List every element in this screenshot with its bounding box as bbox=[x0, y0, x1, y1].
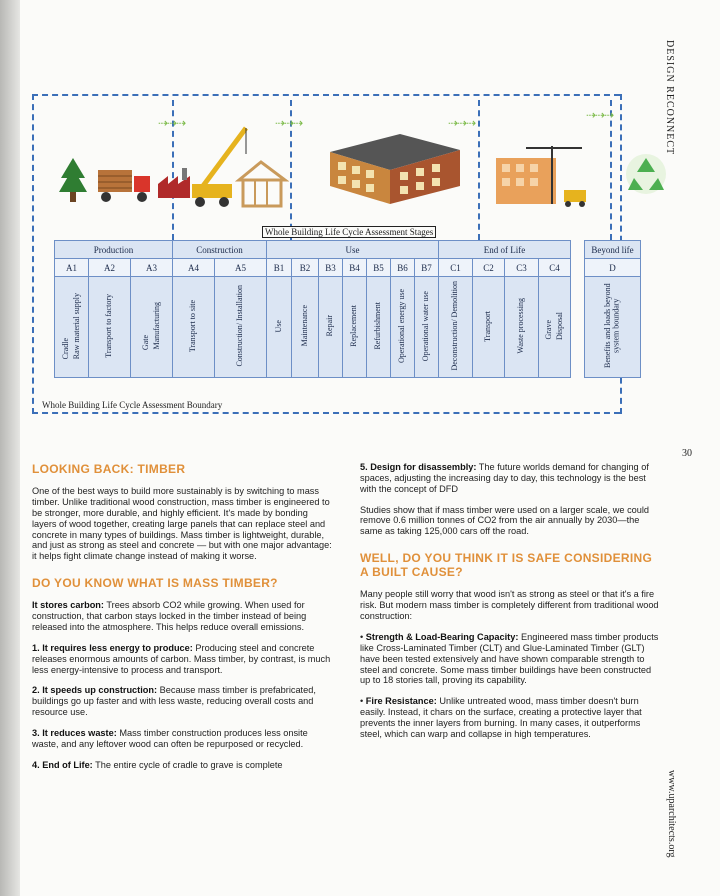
stage-name-cell bbox=[131, 277, 173, 378]
intro-paragraph: One of the best ways to build more sustainably is by switching to mass timber. Unlike traditional wood construction, mass timber is engineered to be stronger, more durable, and highly efficient. It's made by bonding layers of wood together, creating large panels that can replace steel and concrete in many types of buildings. Mass timber is lightweight, durable, and just as strong as steel and concrete — but with one major advantage: it helps fight climate change instead of making it worse. bbox=[32, 486, 332, 562]
benefit-text: The future worlds demand for changing of spaces, adjusting the increasing day to day, this technology is the best with the concept of DFD bbox=[360, 462, 649, 494]
benefit-item bbox=[32, 643, 332, 676]
stage-name: Refurbishment bbox=[373, 302, 383, 350]
stage-name-cell bbox=[539, 277, 571, 378]
left-column bbox=[32, 462, 332, 781]
tree-icon bbox=[58, 156, 88, 206]
benefit-text: Because mass timber is prefabricated, buildings go up faster and with less waste, reducing overall costs and resource use. bbox=[32, 685, 316, 718]
stage-name: Use bbox=[273, 319, 283, 333]
stage-name: Benefits and loads beyond system boundary bbox=[603, 283, 621, 369]
stage-code: B3 bbox=[319, 259, 343, 277]
bullet-title: Fire Resistance: bbox=[365, 696, 437, 707]
flow-arrow-icon: ⇢⇢⇢ bbox=[448, 116, 476, 130]
recycle-icon bbox=[624, 152, 668, 196]
table-gap bbox=[571, 277, 585, 378]
stage-code: C4 bbox=[539, 259, 571, 277]
stage-name-cell bbox=[173, 277, 215, 378]
stage-name: Disposal bbox=[554, 312, 564, 340]
flow-arrow-icon: ⇢⇢⇢ bbox=[275, 116, 303, 130]
magazine-title: DESIGN RECONNECT bbox=[664, 40, 675, 156]
stages-caption: Whole Building Life Cycle Assessment Stages bbox=[262, 226, 436, 238]
grave-label: Grave bbox=[544, 320, 554, 340]
stage-name-cell bbox=[585, 277, 641, 378]
stage-name-cell bbox=[473, 277, 505, 378]
stage-name: Manufacturing bbox=[151, 302, 161, 350]
stage-name: Construction/ Installation bbox=[235, 285, 245, 367]
stage-code: C1 bbox=[439, 259, 473, 277]
stage-name: Transport to factory bbox=[104, 294, 114, 358]
studies-paragraph: Studies show that if mass timber were used on a larger scale, we could remove 0.6 million tonnes of CO2 from the air annually by 2030—the same as taking 125,000 cars off the road. bbox=[360, 504, 650, 537]
diagram-bottom-border bbox=[32, 412, 620, 414]
stage-code: B5 bbox=[367, 259, 391, 277]
stage-name: Maintenance bbox=[299, 305, 309, 347]
stage-name-cell bbox=[267, 277, 292, 378]
heading-mass-timber: DO YOU KNOW WHAT IS MASS TIMBER? bbox=[32, 576, 278, 591]
bullet-text: Unlike untreated wood, mass timber doesn't burn easily. Instead, it chars on the surface, creating a protective layer that prevents the inner layers from burning. In many cases, it outperforms steel, which can warp and collapse in high temperatures. bbox=[360, 696, 642, 739]
flow-arrow-icon: ⇢⇢⇢ bbox=[586, 108, 614, 122]
website-url: www.uparchitects.org bbox=[666, 770, 677, 858]
factory-icon bbox=[156, 168, 192, 200]
heading-safety: WELL, DO YOU THINK IT IS SAFE CONSIDERING A BUILT CAUSE? bbox=[360, 551, 653, 580]
table-gap bbox=[571, 259, 585, 277]
bullet-text: Engineered mass timber products like Cross-Laminated Timber (CLT) and Glue-Laminated Timber (GLT) have been tested extensively and have shown comparable strength to steel and concrete. Some mass timber buildings have been constructed up to 18 stories tall, proving its capability. bbox=[360, 632, 659, 686]
stage-name: Repair bbox=[325, 315, 335, 337]
stage-name-cell bbox=[55, 277, 89, 378]
benefit-title: It stores carbon: bbox=[32, 600, 104, 611]
stage-code: D bbox=[585, 259, 641, 277]
benefit-text: Producing steel and concrete releases enormous amounts of carbon. Mass timber, by contrast, is much less energy-intensive to process and transport. bbox=[32, 642, 331, 675]
stage-code: A2 bbox=[89, 259, 131, 277]
benefit-text: Trees absorb CO2 while growing. When used for construction, that carbon stays locked in the timber instead of being released into the atmosphere. This helps reduce overall emissions. bbox=[32, 600, 307, 633]
benefit-title: 1. It requires less energy to produce: bbox=[32, 642, 193, 653]
stage-name-cell bbox=[439, 277, 473, 378]
stage-name-cell bbox=[343, 277, 367, 378]
stage-name: Raw material supply bbox=[71, 292, 81, 360]
benefit-item bbox=[32, 728, 332, 750]
stage-name: Transport bbox=[483, 310, 493, 342]
stage-name: Replacement bbox=[349, 305, 359, 347]
stage-code: A5 bbox=[215, 259, 267, 277]
stage-name-cell bbox=[215, 277, 267, 378]
stage-name-cell bbox=[367, 277, 391, 378]
benefit-text: Mass timber construction produces less onsite waste, and any leftover wood can often be repurposed or recycled. bbox=[32, 728, 308, 749]
right-column bbox=[360, 462, 660, 750]
stage-name: Deconstruction/ Demolition bbox=[450, 281, 460, 371]
bullet-item: • Fire Resistance: Unlike untreated wood, mass timber doesn't burn easily. Instead, it chars on the surface, creating a protective layer that prevents the inner layers from burning. In many cases, it outperforms steel, which can warp and collapse in high temperatures. bbox=[360, 696, 642, 739]
cradle-label: Cradle bbox=[61, 337, 71, 360]
life-cycle-diagram bbox=[30, 80, 670, 425]
boundary-caption: Whole Building Life Cycle Assessment Boundary bbox=[42, 400, 223, 410]
stage-name-cell bbox=[415, 277, 439, 378]
benefit-title: 3. It reduces waste: bbox=[32, 728, 117, 739]
benefit-item bbox=[32, 760, 332, 771]
phase-beyond-life: Beyond life bbox=[585, 241, 641, 259]
stage-name-cell bbox=[292, 277, 319, 378]
phase-end-of-life: End of Life bbox=[439, 241, 571, 259]
worry-paragraph: Many people still worry that wood isn't as strong as steel or that it's a fire risk. But modern mass timber is completely different from traditional wood construction: bbox=[360, 589, 659, 622]
stage-name: Waste processing bbox=[516, 298, 526, 354]
stage-code: A3 bbox=[131, 259, 173, 277]
benefit-item bbox=[32, 600, 332, 633]
demolition-site-icon bbox=[486, 144, 592, 208]
bullet-item: • Strength & Load-Bearing Capacity: Engineered mass timber products like Cross-Laminated Timber (CLT) and Glue-Laminated Timber (GLT) have been tested extensively and have shown comparable strength to steel and concrete. Some mass timber buildings have been constructed up to 18 stories tall, proving its capability. bbox=[360, 632, 659, 686]
magazine-page bbox=[20, 0, 720, 896]
flow-arrow-icon: ⇢⇢⇢ bbox=[158, 116, 186, 130]
benefit-title: 4. End of Life: bbox=[32, 759, 93, 770]
lca-stages-table bbox=[54, 240, 641, 378]
stage-name: Operational energy use bbox=[397, 288, 407, 364]
stage-code: C3 bbox=[505, 259, 539, 277]
stage-name-cell bbox=[319, 277, 343, 378]
phase-use: Use bbox=[267, 241, 439, 259]
log-truck-icon bbox=[96, 164, 154, 206]
page-number: 30 bbox=[682, 448, 692, 459]
stage-code: C2 bbox=[473, 259, 505, 277]
benefit-title: 5. Design for disassembly: bbox=[360, 462, 477, 472]
stage-name-cell bbox=[505, 277, 539, 378]
stage-name-cell bbox=[89, 277, 131, 378]
diagram-top-border bbox=[32, 94, 620, 96]
benefit-item bbox=[32, 685, 332, 718]
house-frame-icon bbox=[235, 158, 289, 210]
stage-code: B1 bbox=[267, 259, 292, 277]
stage-code: B7 bbox=[415, 259, 439, 277]
phase-production: Production bbox=[55, 241, 173, 259]
bullet-title: Strength & Load-Bearing Capacity: bbox=[365, 632, 519, 643]
stage-code: A1 bbox=[55, 259, 89, 277]
heading-looking-back: LOOKING BACK: TIMBER bbox=[32, 462, 186, 476]
phase-construction: Construction bbox=[173, 241, 267, 259]
stage-code: A4 bbox=[173, 259, 215, 277]
stage-code: B4 bbox=[343, 259, 367, 277]
benefit-title: 2. It speeds up construction: bbox=[32, 685, 158, 696]
stage-code: B2 bbox=[292, 259, 319, 277]
stage-code: B6 bbox=[391, 259, 415, 277]
diagram-left-border bbox=[32, 94, 34, 414]
benefit-item bbox=[360, 462, 660, 495]
stage-name: Operational water use bbox=[421, 290, 431, 362]
building-icon bbox=[320, 130, 470, 206]
stage-name: Transport to site bbox=[188, 299, 198, 353]
gate-label: Gate bbox=[141, 334, 151, 350]
stage-divider bbox=[478, 100, 480, 240]
page-gutter bbox=[0, 0, 20, 896]
benefit-text: The entire cycle of cradle to grave is complete bbox=[92, 759, 283, 770]
stage-name-cell bbox=[391, 277, 415, 378]
table-gap bbox=[571, 241, 585, 259]
